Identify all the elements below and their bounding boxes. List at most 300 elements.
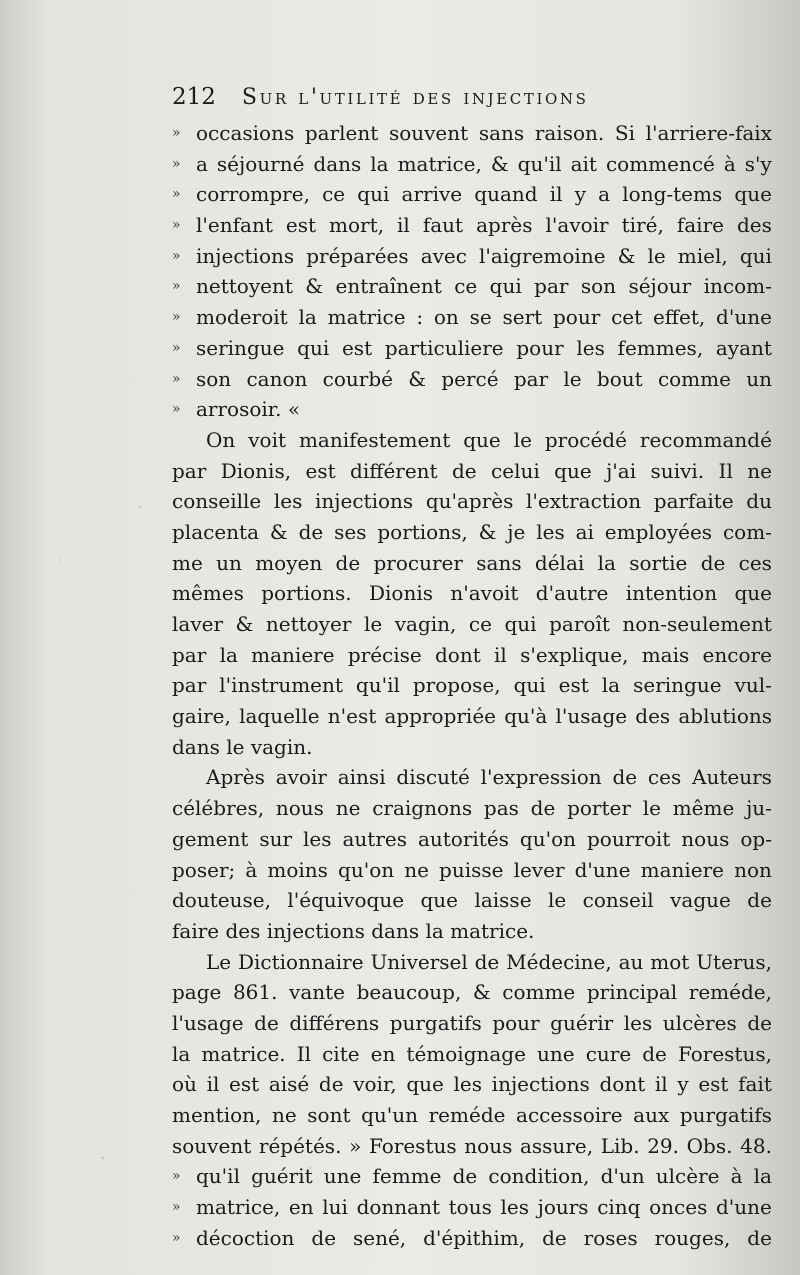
word: parlent	[304, 121, 379, 145]
word: vagin,	[394, 612, 457, 636]
word: vante	[289, 980, 346, 1005]
word: pour	[553, 305, 601, 330]
word: nous	[275, 796, 324, 821]
word: autorités	[417, 826, 509, 851]
word: ainsi	[337, 765, 386, 790]
word: laver	[172, 612, 224, 636]
line-text	[172, 824, 772, 855]
word: Médecine,	[506, 949, 612, 974]
word: tous	[448, 1195, 492, 1220]
word: arrive	[401, 182, 463, 207]
word: il	[494, 642, 507, 667]
running-title: Sur l'utilité des injections	[241, 85, 589, 110]
word: qu'après	[425, 489, 514, 514]
word: propose,	[412, 673, 501, 698]
text-line	[172, 118, 772, 149]
word: la	[370, 151, 389, 176]
line-text	[196, 241, 772, 272]
text-line	[172, 793, 772, 824]
text-line	[172, 578, 772, 609]
word: d'épithim,	[423, 1225, 526, 1250]
word: puisse	[439, 857, 504, 882]
word: de	[542, 1225, 567, 1250]
word: s'y	[744, 151, 772, 176]
text-line	[172, 670, 772, 701]
word: recommandé	[639, 427, 772, 452]
word: courbé	[322, 366, 393, 391]
word: Il	[296, 1041, 312, 1066]
word: par	[172, 642, 207, 667]
word: com-	[722, 519, 772, 544]
word: reméde	[428, 1103, 506, 1127]
word: dont	[599, 1072, 646, 1097]
word: l'enfant	[196, 213, 273, 238]
word: faire	[676, 213, 724, 238]
line-text	[172, 977, 772, 1008]
text-line	[172, 885, 772, 916]
word: tiré,	[621, 213, 664, 238]
word: une	[537, 1041, 575, 1066]
word: op-	[740, 826, 772, 851]
word: encore	[702, 642, 772, 667]
line-text	[172, 1131, 772, 1162]
word: dont	[435, 642, 481, 667]
line-text	[206, 762, 772, 793]
word: qui	[297, 335, 330, 360]
word: j'ai	[606, 458, 637, 483]
word: de	[335, 550, 361, 575]
word: portions.	[261, 581, 352, 606]
word: que	[406, 1072, 444, 1097]
word: femmes,	[617, 335, 704, 360]
word: le	[563, 366, 582, 391]
quote-mark: »	[172, 309, 181, 326]
text-line	[172, 1069, 772, 1100]
quote-mark: »	[172, 401, 181, 418]
word: un	[746, 366, 772, 391]
word: conseille	[172, 489, 262, 514]
text-line	[172, 1161, 772, 1192]
word: je	[507, 519, 526, 544]
text-line	[172, 855, 772, 886]
text-line	[172, 732, 772, 763]
text-line	[172, 1192, 772, 1223]
word: ne	[271, 1103, 297, 1127]
word: non	[734, 857, 772, 882]
text-line	[172, 609, 772, 640]
line-text	[196, 149, 772, 180]
word: différent	[350, 458, 438, 483]
line-text	[196, 1161, 772, 1192]
word: nous	[464, 1133, 513, 1158]
word: que	[554, 458, 592, 483]
text-line	[172, 548, 772, 579]
page-header	[172, 84, 700, 116]
word: en	[288, 1195, 314, 1220]
word: 48.	[740, 1133, 772, 1158]
word: d'une	[715, 1195, 772, 1220]
word: principal	[586, 980, 678, 1005]
text-line	[172, 271, 772, 302]
word: de	[318, 1072, 344, 1097]
word: purgatifs	[679, 1103, 772, 1127]
word: matrice,	[196, 1195, 281, 1220]
word: pour	[492, 1010, 540, 1035]
text-line	[172, 394, 772, 425]
word: Si	[614, 121, 635, 145]
line-text	[196, 1192, 772, 1223]
word: s'explique,	[520, 642, 629, 667]
quote-mark: »	[172, 1199, 181, 1216]
word: les	[500, 1195, 529, 1220]
line-text	[172, 885, 772, 916]
word: est	[341, 335, 373, 360]
word: d'un	[600, 1164, 645, 1189]
word: de	[747, 1010, 772, 1035]
word: conseil	[582, 888, 654, 913]
word: quand	[474, 182, 538, 207]
word: bout	[596, 366, 643, 391]
word: &	[408, 366, 427, 391]
word: par	[534, 274, 569, 299]
word: Il	[718, 458, 733, 483]
word: n'avoit	[450, 581, 519, 606]
word: procurer	[373, 550, 463, 575]
word: paroît	[549, 612, 610, 636]
line-text	[172, 456, 772, 487]
word: seringue	[633, 673, 722, 698]
line-text	[172, 670, 772, 701]
word: sans	[478, 121, 525, 145]
text-line	[172, 425, 772, 456]
word: sert	[502, 305, 543, 330]
word: procédé	[544, 427, 627, 452]
word: y	[677, 1072, 689, 1097]
word: les	[576, 335, 605, 360]
word: &	[472, 980, 491, 1005]
word: témoignage	[406, 1041, 526, 1066]
word: gaire,	[172, 704, 231, 729]
word: ju-	[746, 796, 772, 821]
word: la	[597, 550, 616, 575]
line-text	[172, 793, 772, 824]
word: ne	[747, 458, 772, 483]
word: qu'il	[517, 151, 562, 176]
quote-mark: »	[172, 370, 181, 387]
word: l'arriere-faix	[645, 121, 772, 145]
word: suivi.	[650, 458, 705, 483]
line-text	[206, 947, 772, 978]
word: onces	[649, 1195, 708, 1220]
word: lever	[513, 857, 565, 882]
word: Uterus,	[696, 949, 772, 974]
line-text	[196, 271, 772, 302]
word: des	[736, 213, 772, 238]
word: ayant	[715, 335, 772, 360]
quote-mark: »	[172, 125, 181, 141]
text-line	[172, 640, 772, 671]
word: de	[530, 796, 556, 821]
line-text	[172, 1069, 772, 1100]
word: intention	[625, 581, 718, 606]
word: de	[452, 1164, 478, 1189]
word: de	[298, 519, 324, 544]
text-line	[172, 1131, 772, 1162]
quote-mark: »	[172, 155, 181, 172]
word: de	[254, 1010, 279, 1035]
word: injections	[196, 243, 295, 268]
word: y	[574, 182, 586, 207]
word: sur	[259, 826, 293, 851]
word: qui	[357, 182, 390, 207]
word: appropriée	[384, 704, 496, 729]
word: différens	[289, 1010, 380, 1035]
word: un	[216, 550, 242, 575]
word: cure	[585, 1041, 632, 1066]
word: que	[734, 581, 772, 606]
word: non-seulement	[622, 612, 772, 636]
word: On	[206, 427, 236, 452]
word: autres	[342, 826, 407, 851]
word: l'usage	[172, 1010, 244, 1035]
word: a	[598, 182, 611, 207]
word: à	[730, 1164, 743, 1189]
text-line	[172, 947, 772, 978]
line-text	[172, 701, 772, 732]
word: moderoit	[196, 305, 288, 330]
word: voit	[248, 427, 287, 452]
word: qu'il	[196, 1164, 240, 1189]
word: les	[273, 489, 303, 514]
word: laquelle	[239, 704, 320, 729]
line-text: arrosoir. «	[196, 397, 301, 422]
word: ait	[570, 151, 597, 176]
word: les	[303, 826, 332, 851]
word: femme	[372, 1164, 442, 1189]
line-text	[172, 640, 772, 671]
word: comme	[502, 980, 576, 1005]
word: l'instrument	[219, 673, 343, 698]
word: injections	[315, 489, 414, 514]
word: mention,	[172, 1103, 262, 1127]
word: le	[647, 243, 666, 268]
word: est	[285, 213, 317, 238]
word: sans	[476, 550, 522, 575]
word: les	[453, 1072, 483, 1097]
word: porter	[567, 796, 631, 821]
word: fait	[738, 1072, 772, 1097]
word: employées	[604, 519, 713, 544]
word: une	[323, 1164, 362, 1189]
word: &	[305, 274, 324, 299]
word: comme	[657, 366, 731, 391]
word: Universel	[370, 949, 468, 974]
word: Auteurs	[692, 765, 772, 790]
text-line	[172, 364, 772, 395]
word: long-tems	[622, 182, 723, 207]
word: il	[397, 213, 410, 238]
word: particuliere	[384, 335, 504, 360]
word: que	[463, 427, 501, 452]
word: ces	[738, 550, 772, 575]
line-text	[196, 364, 772, 395]
text-line	[172, 824, 772, 855]
word: que	[734, 182, 772, 207]
word: à	[245, 857, 258, 882]
word: se	[469, 305, 492, 330]
word: cite	[322, 1041, 360, 1066]
word: Dictionnaire	[237, 949, 364, 974]
word: vul-	[734, 673, 772, 698]
text-line	[172, 302, 772, 333]
word: vague	[670, 888, 731, 913]
word: il	[206, 1072, 220, 1097]
word: percé	[441, 366, 499, 391]
word: n'est	[327, 704, 377, 729]
word: &	[478, 519, 497, 544]
word: entraînent	[335, 274, 442, 299]
word: moyen	[255, 550, 323, 575]
word: est	[698, 1072, 729, 1097]
word: on	[433, 305, 459, 330]
word: pourroit	[587, 826, 671, 851]
word: me	[172, 550, 203, 575]
word: séjourné	[216, 151, 305, 176]
word: matrice.	[201, 1041, 286, 1066]
word: les	[536, 519, 565, 544]
word: le	[547, 888, 567, 913]
word: ces	[647, 765, 682, 790]
word: la	[172, 1041, 191, 1066]
quote-mark: »	[172, 186, 181, 203]
text-line	[172, 517, 772, 548]
line-text	[172, 1008, 772, 1039]
word: celui	[491, 458, 540, 483]
word: il	[654, 1072, 668, 1097]
word: canon	[246, 366, 308, 391]
word: ulcères	[662, 1010, 737, 1035]
word: préparées	[306, 243, 409, 268]
word: pas	[483, 796, 519, 821]
word: raison.	[534, 121, 605, 145]
word: accessoire	[516, 1103, 623, 1127]
text-line	[172, 1223, 772, 1254]
word: les	[623, 1010, 653, 1035]
word: souvent	[388, 121, 469, 145]
word: Forestus,	[677, 1041, 772, 1066]
word: nettoyer	[265, 612, 352, 636]
quote-mark: »	[172, 217, 181, 234]
word: le	[363, 612, 383, 636]
word: du	[746, 489, 772, 514]
word: est	[229, 1072, 260, 1097]
word: condition,	[488, 1164, 590, 1189]
line-text	[172, 855, 772, 886]
word: douteuse,	[172, 888, 271, 913]
word: qui	[513, 673, 546, 698]
word: d'une	[574, 857, 631, 882]
word: séjour	[628, 274, 692, 299]
word: a	[196, 151, 208, 176]
word: Forestus	[368, 1133, 457, 1158]
page-number: 212	[172, 84, 216, 110]
word: son	[580, 274, 617, 299]
word: la	[601, 673, 621, 698]
word: mêmes	[172, 581, 244, 606]
word: ce	[468, 612, 492, 636]
text-line	[172, 916, 772, 947]
word: de	[612, 765, 638, 790]
line-text	[172, 517, 772, 548]
word: beaucoup,	[356, 980, 462, 1005]
text-line	[172, 977, 772, 1008]
word: ai	[575, 519, 594, 544]
word: qu'on	[519, 826, 577, 851]
line-text	[196, 1223, 772, 1254]
line-text	[196, 333, 772, 364]
word: qu'il	[355, 673, 400, 698]
quote-mark: »	[172, 339, 181, 356]
word: Obs.	[686, 1133, 733, 1158]
word: ablutions	[678, 704, 772, 729]
line-text	[196, 179, 772, 210]
word: répétés.	[258, 1133, 342, 1158]
word: par	[172, 673, 207, 698]
word: discuté	[396, 765, 470, 790]
word: effet,	[652, 305, 706, 330]
line-text	[172, 1100, 772, 1131]
word: occasions	[196, 121, 295, 145]
text-line	[172, 149, 772, 180]
word: moins	[267, 857, 328, 882]
text-line	[172, 456, 772, 487]
word: délai	[534, 550, 585, 575]
word: sont	[307, 1103, 351, 1127]
word: est	[558, 673, 589, 698]
word: mais	[641, 642, 690, 667]
word: 861.	[232, 980, 278, 1005]
word: roses	[583, 1225, 638, 1250]
word: gement	[172, 826, 249, 851]
word: Dionis	[368, 581, 433, 606]
word: est	[305, 458, 336, 483]
word: de	[311, 1225, 337, 1250]
word: maniere	[640, 857, 725, 882]
word: le	[513, 427, 532, 452]
word: matrice,	[397, 151, 482, 176]
word: aisé	[268, 1072, 310, 1097]
word: nettoyent	[196, 274, 293, 299]
line-text	[172, 1039, 772, 1070]
word: même	[672, 796, 735, 821]
word: qui	[739, 243, 772, 268]
word: faut	[422, 213, 464, 238]
word: commencé	[605, 151, 715, 176]
word: qu'à	[504, 704, 548, 729]
word: mort,	[329, 213, 384, 238]
word: de	[747, 1225, 772, 1250]
word: matrice	[327, 305, 406, 330]
word: de	[642, 1041, 667, 1066]
word: l'expression	[480, 765, 602, 790]
word: l'extraction	[526, 489, 642, 514]
text-line	[172, 762, 772, 793]
word: :	[416, 305, 424, 330]
line-text	[172, 609, 772, 640]
word: il	[549, 182, 563, 207]
word: craignons	[372, 796, 473, 821]
text-line	[172, 1039, 772, 1070]
